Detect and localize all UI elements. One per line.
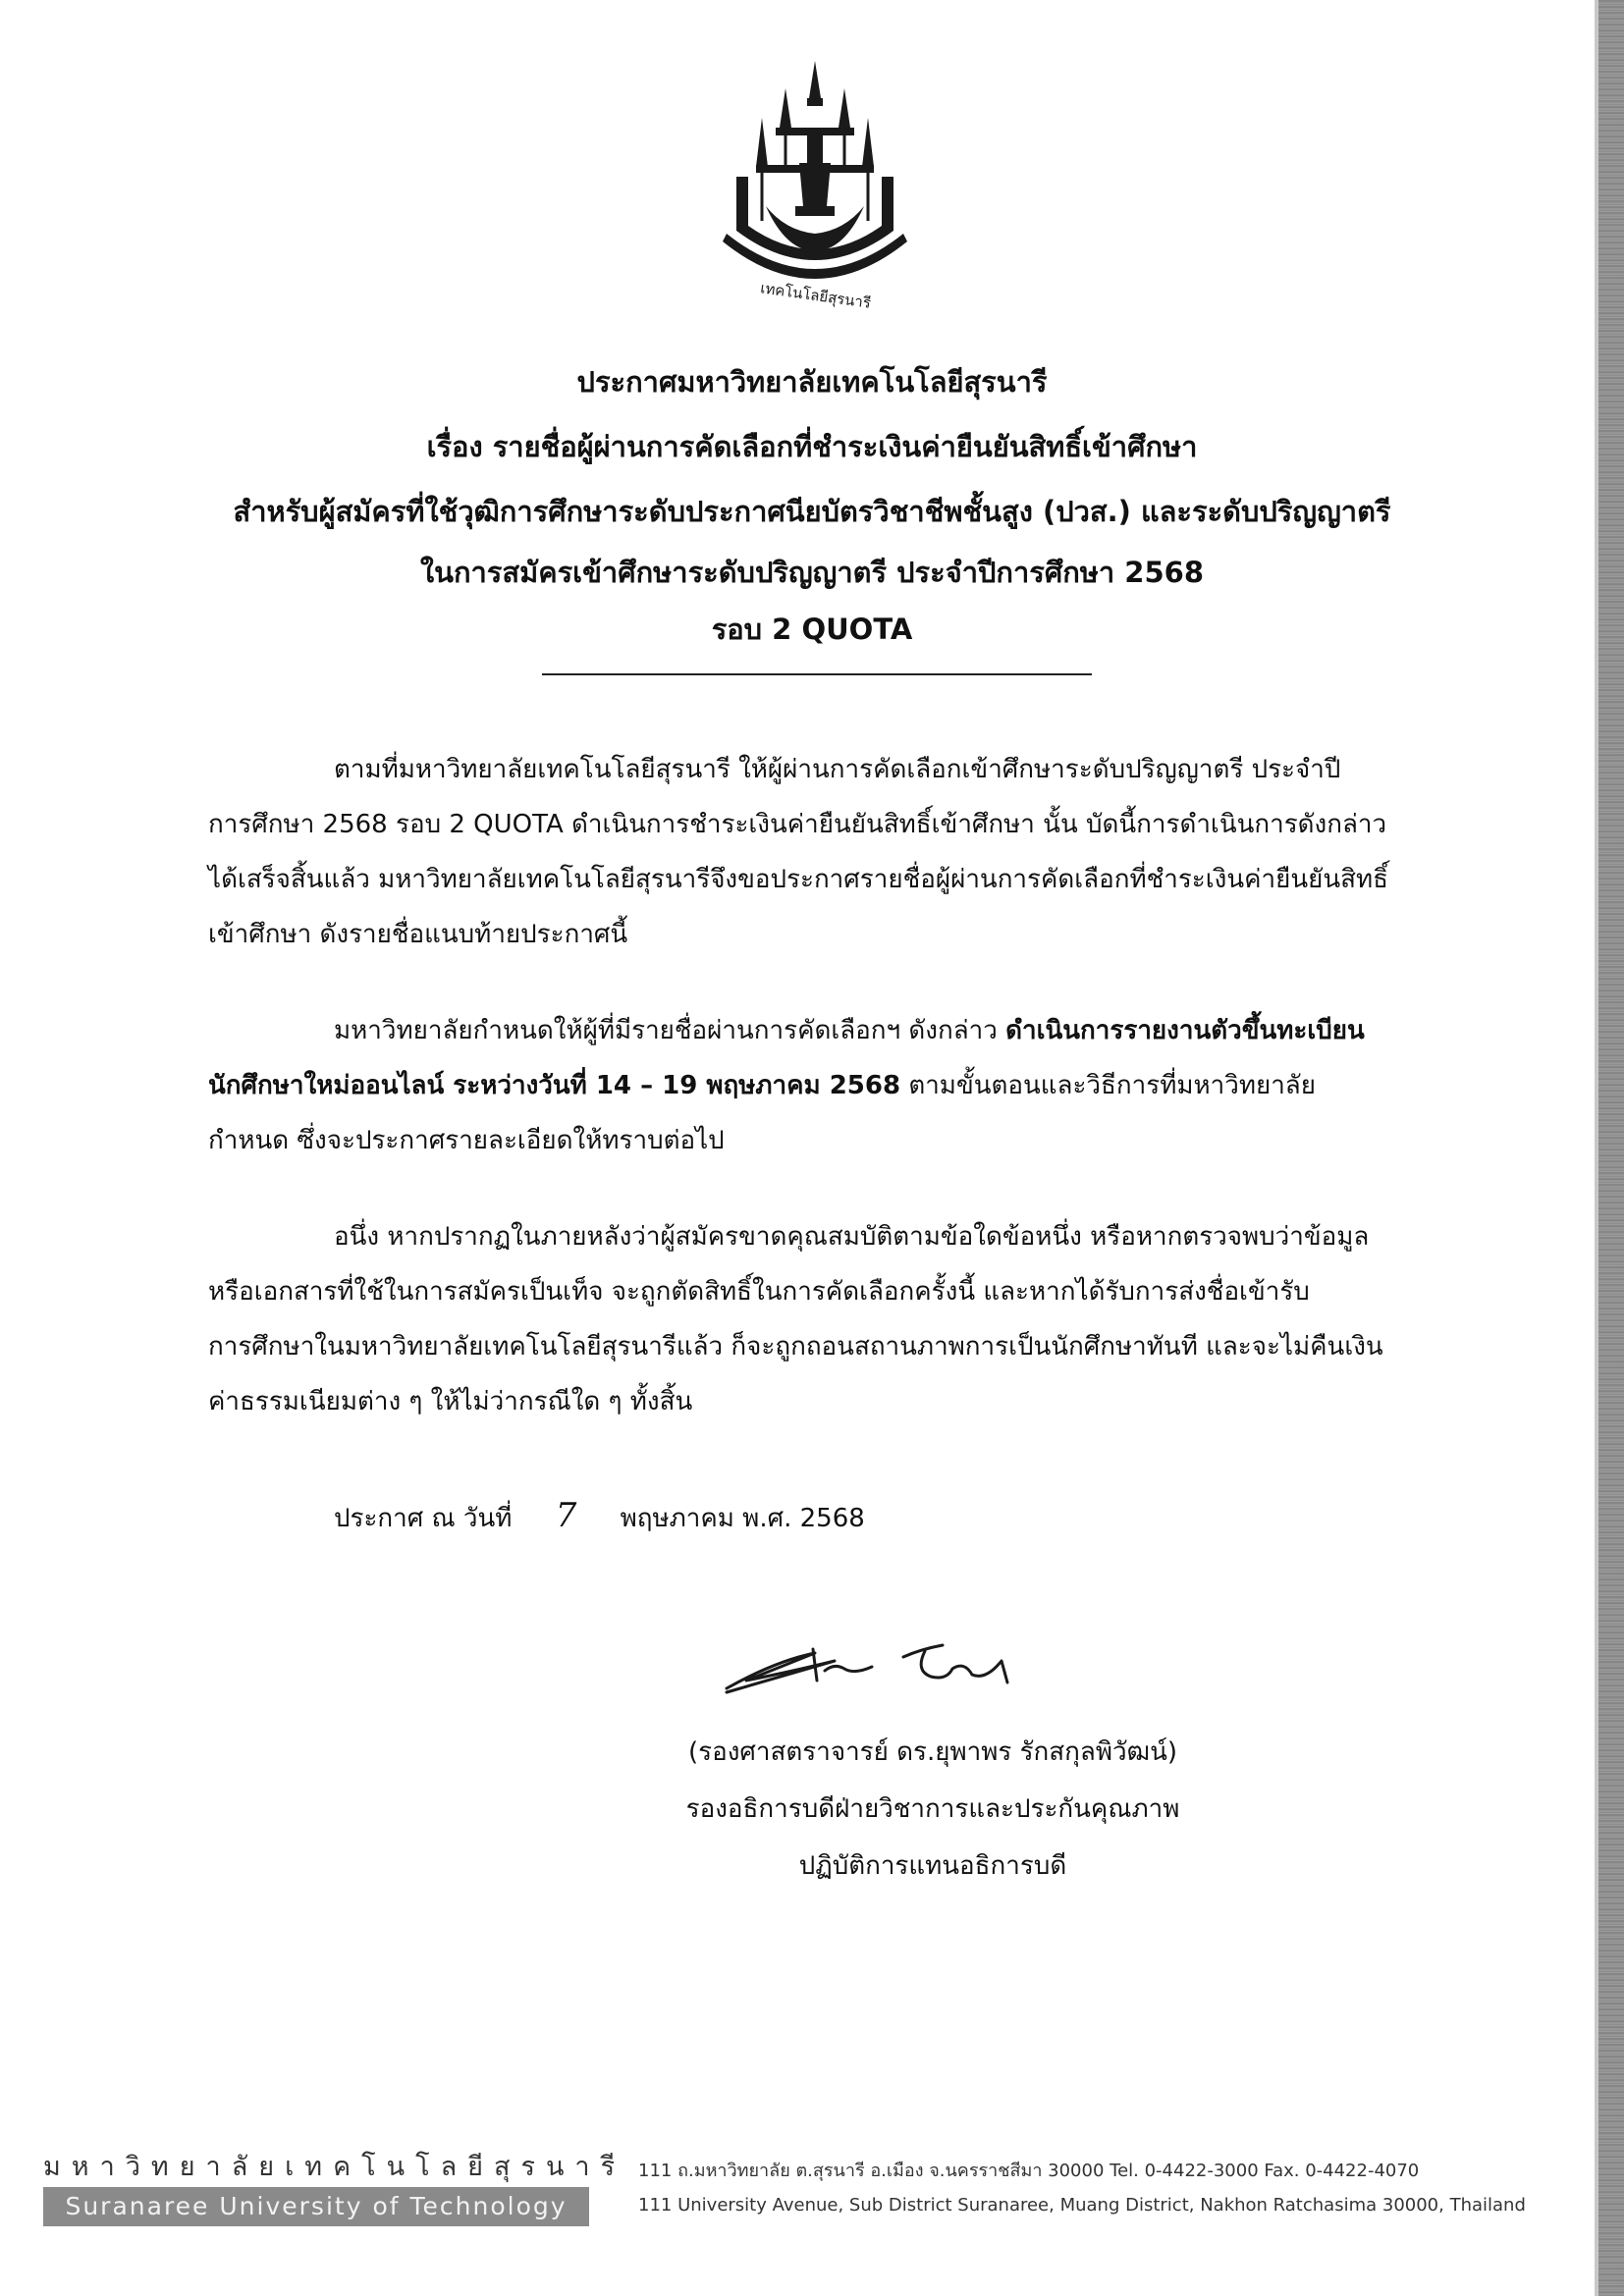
heading-line-5: รอบ 2 QUOTA — [711, 613, 913, 646]
announcement-date — [334, 1496, 865, 1538]
university-logo-icon — [697, 59, 933, 324]
footer-university-name-th: มหาวิทยาลัยเทคโนโลยีสุรนารี — [43, 2152, 626, 2182]
footer-university-name-en: Suranaree University of Technology — [43, 2187, 589, 2226]
date-suffix: พฤษภาคม พ.ศ. 2568 — [620, 1504, 865, 1533]
signature-icon — [707, 1631, 1060, 1710]
heading-line-4: ในการสมัครเข้าศึกษาระดับปริญญาตรี ประจำปีการศึกษา 2568 — [419, 556, 1204, 589]
heading-line-1: ประกาศมหาวิทยาลัยเทคโนโลยีสุรนารี — [576, 365, 1048, 399]
paragraph-line: หรือเอกสารที่ใช้ในการสมัครเป็นเท็จ จะถูกตัดสิทธิ์ในการคัดเลือกครั้งนี้ และหากได้รับการส่งชื่อเข้ารับ — [208, 1277, 1310, 1307]
heading-divider — [542, 673, 1092, 675]
date-day-handwritten: 7 — [555, 1496, 577, 1535]
paragraph-bold-text: นักศึกษาใหม่ออนไลน์ ระหว่างวันที่ 14 – 19 พฤษภาคม 2568 — [208, 1071, 901, 1100]
heading-line-3: สำหรับผู้สมัครที่ใช้วุฒิการศึกษาระดับประกาศนียบัตรวิชาชีพชั้นสูง (ปวส.) และระดับปริญญาตรี — [233, 495, 1391, 528]
signer-name: (รองศาสตราจารย์ ดร.ยุพาพร รักสกุลพิวัฒน์) — [688, 1737, 1177, 1767]
footer-address-en: 111 University Avenue, Sub District Suranaree, Muang District, Nakhon Ratchasima 30000, Thailand — [638, 2195, 1526, 2216]
paragraph-line: การศึกษาในมหาวิทยาลัยเทคโนโลยีสุรนารีแล้ว ก็จะถูกถอนสถานภาพการเป็นนักศึกษาทันที และจะไม่คืนเงิน — [208, 1332, 1383, 1362]
scan-edge — [1598, 0, 1624, 2296]
paragraph-bold-text: ดำเนินการรายงานตัวขึ้นทะเบียน — [1005, 1016, 1365, 1045]
paragraph-line — [208, 1003, 1475, 1058]
logo-arc-text: เทคโนโลยีสุรนารี — [759, 279, 873, 312]
paragraph-line — [208, 1058, 1475, 1113]
paragraph-text: ตามขั้นตอนและวิธีการที่มหาวิทยาลัย — [900, 1071, 1316, 1100]
paragraph-line: ค่าธรรมเนียมต่าง ๆ ให้ไม่ว่ากรณีใด ๆ ทั้งสิ้น — [208, 1387, 693, 1416]
paragraph-line: ตามที่มหาวิทยาลัยเทคโนโลยีสุรนารี ให้ผู้ผ่านการคัดเลือกเข้าศึกษาระดับปริญญาตรี ประจำปี — [334, 755, 1341, 784]
paragraph-2 — [208, 1003, 1475, 1168]
heading-line-2: เรื่อง รายชื่อผู้ผ่านการคัดเลือกที่ชำระเงินค่ายืนยันสิทธิ์เข้าศึกษา — [426, 430, 1198, 463]
paragraph-line: กำหนด ซึ่งจะประกาศรายละเอียดให้ทราบต่อไป — [208, 1126, 725, 1155]
paragraph-line: อนึ่ง หากปรากฏในภายหลังว่าผู้สมัครขาดคุณสมบัติตามข้อใดข้อหนึ่ง หรือหากตรวจพบว่าข้อมูล — [334, 1222, 1370, 1252]
signer-position-2: ปฏิบัติการแทนอธิการบดี — [798, 1851, 1067, 1881]
paragraph-1 — [208, 742, 1475, 962]
paragraph-text: มหาวิทยาลัยกำหนดให้ผู้ที่มีรายชื่อผ่านการคัดเลือกฯ ดังกล่าว — [334, 1016, 1006, 1045]
paragraph-line: การศึกษา 2568 รอบ 2 QUOTA ดำเนินการชำระเงินค่ายืนยันสิทธิ์เข้าศึกษา นั้น บัดนี้การดำเนินการดังกล่าว — [208, 810, 1387, 839]
paragraph-3 — [208, 1209, 1475, 1429]
footer-address-th: 111 ถ.มหาวิทยาลัย ต.สุรนารี อ.เมือง จ.นครราชสีมา 30000 Tel. 0-4422-3000 Fax. 0-4422-4070 — [638, 2161, 1420, 2181]
paragraph-line: ได้เสร็จสิ้นแล้ว มหาวิทยาลัยเทคโนโลยีสุรนารีจึงขอประกาศรายชื่อผู้ผ่านการคัดเลือกที่ชำระเงินค่ายืนยันสิทธิ์ — [208, 865, 1389, 894]
paragraph-line: เข้าศึกษา ดังรายชื่อแนบท้ายประกาศนี้ — [208, 920, 628, 949]
signer-position-1: รองอธิการบดีฝ่ายวิชาการและประกันคุณภาพ — [685, 1794, 1180, 1824]
date-prefix: ประกาศ ณ วันที่ — [334, 1504, 513, 1533]
